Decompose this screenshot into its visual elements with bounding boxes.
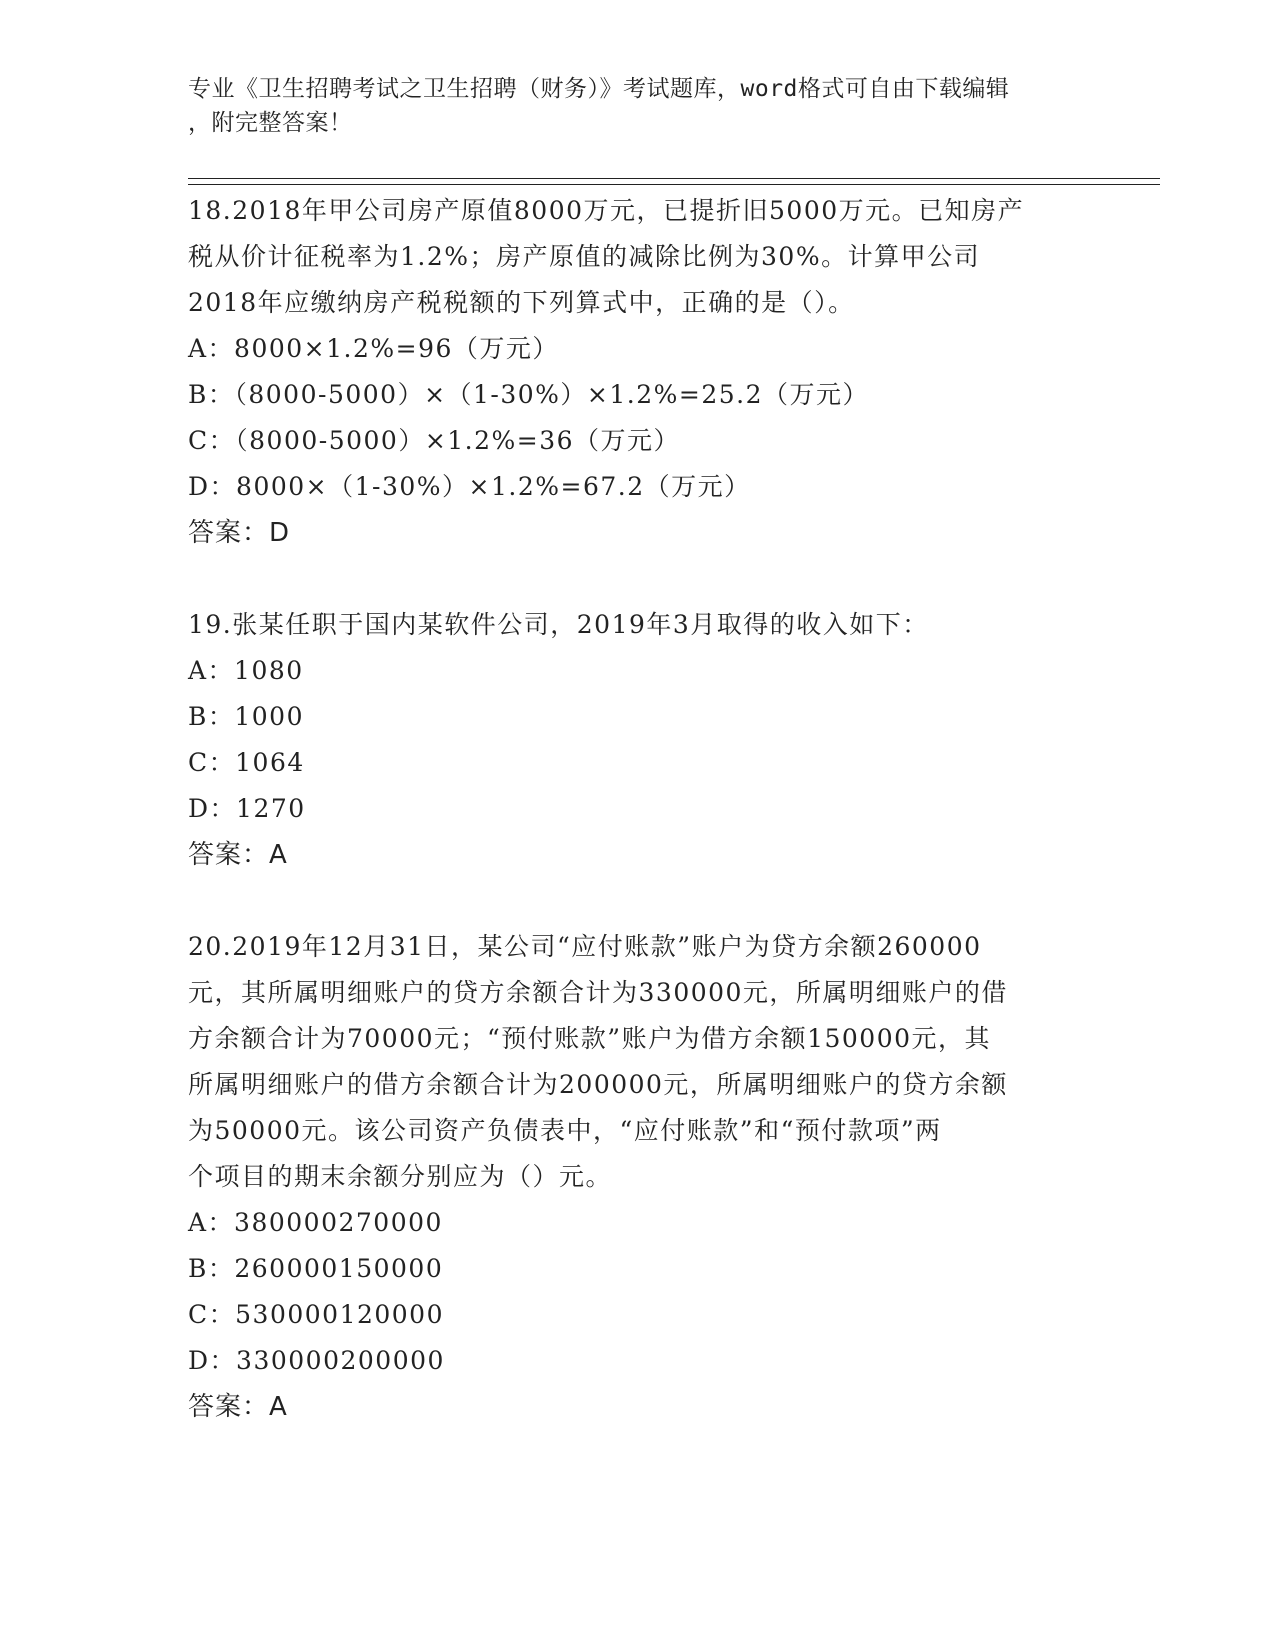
option-b: B：260000150000 bbox=[188, 1254, 444, 1283]
stem-line: 税从价计征税率为1.2%；房产原值的减除比例为30%。计算甲公司 bbox=[188, 242, 981, 271]
stem-line: 20.2019年12月31日，某公司“应付账款”账户为贷方余额260000 bbox=[188, 932, 982, 961]
question-18 bbox=[188, 188, 1088, 556]
option-a: A：8000×1.2%=96（万元） bbox=[188, 334, 559, 363]
option-c: C：1064 bbox=[188, 748, 305, 777]
document-header bbox=[188, 72, 1088, 140]
option-a: A：1080 bbox=[188, 656, 304, 685]
option-b: B：1000 bbox=[188, 702, 304, 731]
option-a: A：380000270000 bbox=[188, 1208, 443, 1237]
stem-line: 方余额合计为70000元；“预付账款”账户为借方余额150000元，其 bbox=[188, 1024, 992, 1053]
question-stem bbox=[188, 602, 1088, 648]
question-stem bbox=[188, 188, 1088, 326]
stem-line: 为50000元。该公司资产负债表中，“应付账款”和“预付款项”两 bbox=[188, 1116, 942, 1145]
header-line-2: ，附完整答案！ bbox=[188, 110, 353, 136]
header-line-1: 专业《卫生招聘考试之卫生招聘（财务）》考试题库，word格式可自由下载编辑 bbox=[188, 76, 1010, 102]
question-list bbox=[188, 188, 1088, 1476]
question-19 bbox=[188, 602, 1088, 878]
option-c: C：530000120000 bbox=[188, 1300, 444, 1329]
option-b: B：（8000-5000）×（1-30%）×1.2%=25.2（万元） bbox=[188, 380, 870, 409]
answer-label: 答案：A bbox=[188, 1392, 288, 1422]
header-divider-bottom bbox=[188, 184, 1160, 185]
question-stem bbox=[188, 924, 1088, 1200]
question-20 bbox=[188, 924, 1088, 1430]
option-c: C：（8000-5000）×1.2%=36（万元） bbox=[188, 426, 681, 455]
stem-line: 19.张某任职于国内某软件公司，2019年3月取得的收入如下： bbox=[188, 610, 929, 639]
stem-line: 个项目的期末余额分别应为（）元。 bbox=[188, 1162, 613, 1191]
option-d: D：1270 bbox=[188, 794, 306, 823]
header-divider-top bbox=[188, 178, 1160, 179]
option-d: D：330000200000 bbox=[188, 1346, 445, 1375]
answer-label: 答案：D bbox=[188, 518, 291, 548]
stem-line: 所属明细账户的借方余额合计为200000元，所属明细账户的贷方余额 bbox=[188, 1070, 1008, 1099]
stem-line: 元，其所属明细账户的贷方余额合计为330000元，所属明细账户的借 bbox=[188, 978, 1008, 1007]
answer-label: 答案：A bbox=[188, 840, 288, 870]
stem-line: 18.2018年甲公司房产原值8000万元，已提折旧5000万元。已知房产 bbox=[188, 196, 1025, 225]
option-d: D：8000×（1-30%）×1.2%=67.2（万元） bbox=[188, 472, 751, 501]
stem-line: 2018年应缴纳房产税税额的下列算式中，正确的是（）。 bbox=[188, 288, 855, 317]
